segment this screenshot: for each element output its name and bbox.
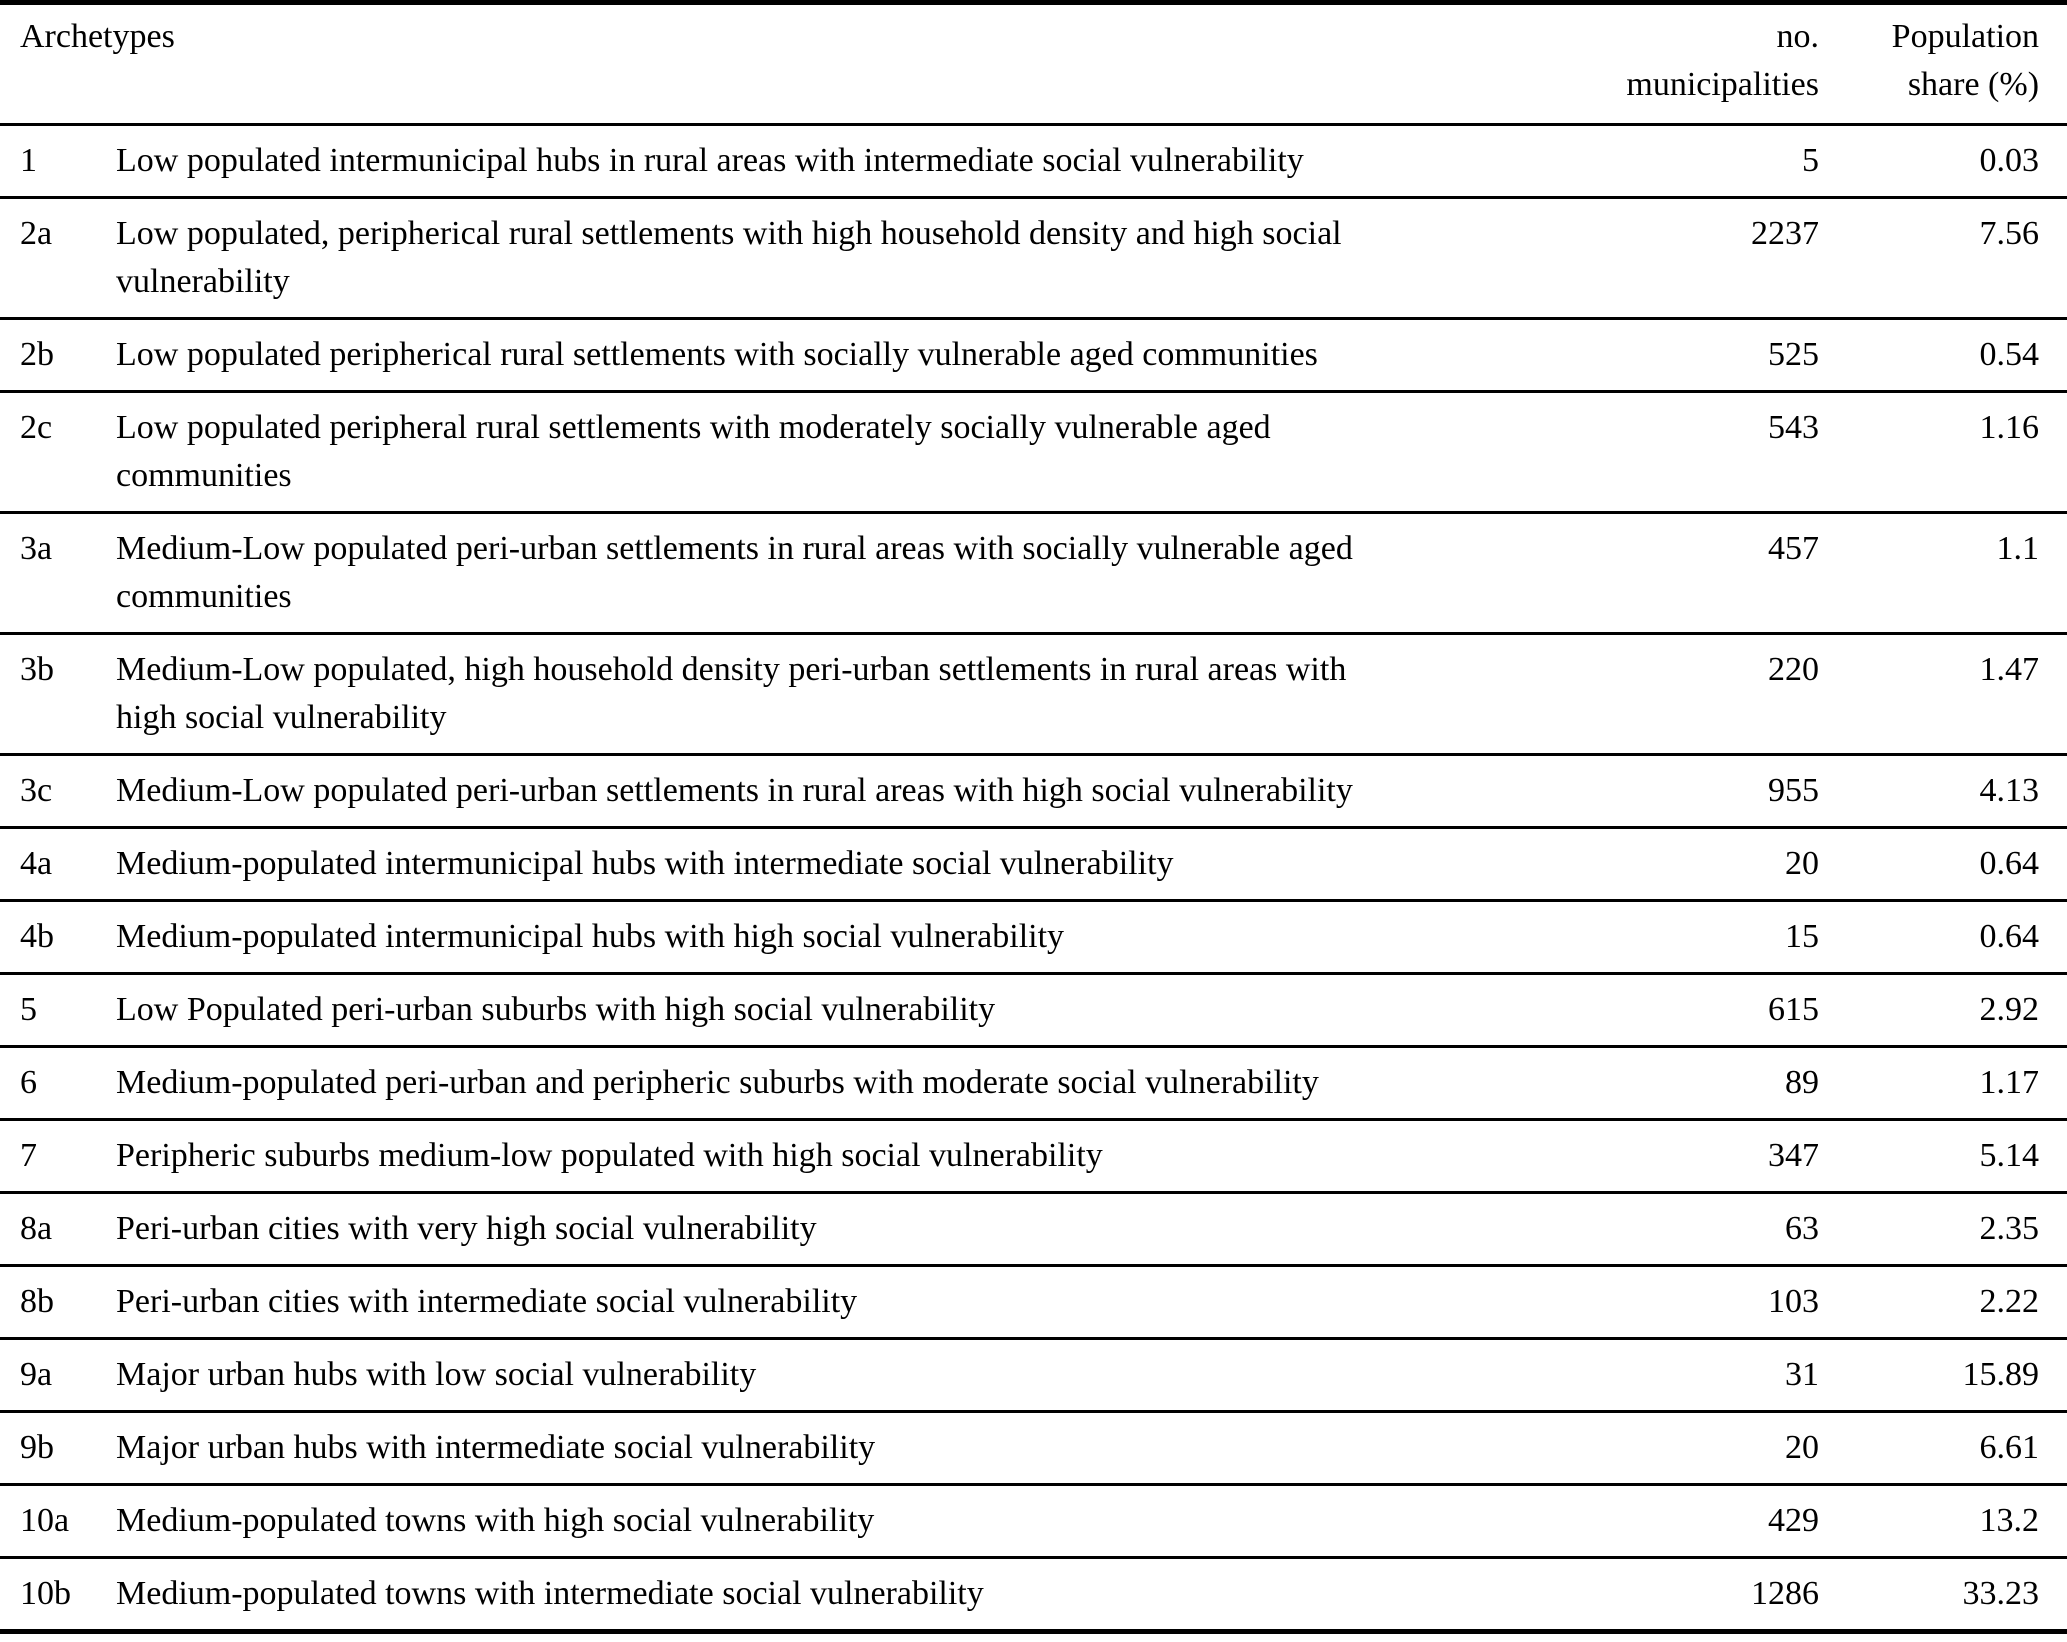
municipalities-count-cell: 89: [1560, 1047, 1820, 1120]
archetype-description-cell: Major urban hubs with intermediate social vulnerability: [115, 1412, 1560, 1485]
municipalities-count-cell: 15: [1560, 901, 1820, 974]
archetype-description-cell: Medium-populated towns with intermediate social vulnerability: [115, 1558, 1560, 1632]
municipalities-count-cell: 220: [1560, 634, 1820, 755]
archetype-description-cell: Medium-Low populated, high household density peri-urban settlements in rural areas with high social vulnerability: [115, 634, 1560, 755]
table-row: [0, 755, 2067, 828]
table-row: [0, 125, 2067, 198]
population-share-cell: 6.61: [1820, 1412, 2067, 1485]
archetype-description-cell: Low populated peripherical rural settlements with socially vulnerable aged communities: [115, 319, 1560, 392]
municipalities-count-cell: 20: [1560, 1412, 1820, 1485]
population-share-cell: 1.1: [1820, 513, 2067, 634]
header-row: [0, 3, 2067, 125]
municipalities-count-cell: 543: [1560, 392, 1820, 513]
table-row: [0, 319, 2067, 392]
municipalities-count-cell: 525: [1560, 319, 1820, 392]
table-row: [0, 828, 2067, 901]
table-row: [0, 1047, 2067, 1120]
population-share-cell: 2.92: [1820, 974, 2067, 1047]
header-population-share: [1820, 3, 2067, 125]
table-header: [0, 3, 2067, 125]
archetype-id-cell: 3a: [0, 513, 115, 634]
header-population-share-line2: share (%): [1907, 66, 2040, 103]
archetype-description-cell: Medium-populated towns with high social vulnerability: [115, 1485, 1560, 1558]
population-share-cell: 2.22: [1820, 1266, 2067, 1339]
archetype-description-cell: Low populated peripheral rural settlements with moderately socially vulnerable aged communities: [115, 392, 1560, 513]
table-row: [0, 392, 2067, 513]
table-row: [0, 1193, 2067, 1266]
archetype-description-cell: Medium-populated intermunicipal hubs with high social vulnerability: [115, 901, 1560, 974]
header-municipalities-line2: municipalities: [1626, 66, 1820, 103]
table-row: [0, 1558, 2067, 1632]
population-share-cell: 15.89: [1820, 1339, 2067, 1412]
table-body: [0, 125, 2067, 1632]
archetype-id-cell: 10b: [0, 1558, 115, 1632]
municipalities-count-cell: 31: [1560, 1339, 1820, 1412]
archetype-id-cell: 2b: [0, 319, 115, 392]
archetype-id-cell: 8b: [0, 1266, 115, 1339]
population-share-cell: 4.13: [1820, 755, 2067, 828]
population-share-cell: 1.16: [1820, 392, 2067, 513]
table-row: [0, 1120, 2067, 1193]
municipalities-count-cell: 1286: [1560, 1558, 1820, 1632]
population-share-cell: 2.35: [1820, 1193, 2067, 1266]
archetype-description-cell: Low populated, peripherical rural settlements with high household density and high social vulnerability: [115, 198, 1560, 319]
municipalities-count-cell: 457: [1560, 513, 1820, 634]
table-row: [0, 1485, 2067, 1558]
municipalities-count-cell: 20: [1560, 828, 1820, 901]
archetype-description-cell: Major urban hubs with low social vulnerability: [115, 1339, 1560, 1412]
municipalities-count-cell: 347: [1560, 1120, 1820, 1193]
archetype-id-cell: 3b: [0, 634, 115, 755]
header-municipalities-line1: no.: [1776, 18, 1820, 55]
table-row: [0, 198, 2067, 319]
table-row: [0, 513, 2067, 634]
population-share-cell: 0.54: [1820, 319, 2067, 392]
archetype-id-cell: 8a: [0, 1193, 115, 1266]
archetype-id-cell: 6: [0, 1047, 115, 1120]
municipalities-count-cell: 63: [1560, 1193, 1820, 1266]
population-share-cell: 1.47: [1820, 634, 2067, 755]
header-archetypes: Archetypes: [0, 3, 1560, 125]
archetype-description-cell: Medium-populated peri-urban and peripheric suburbs with moderate social vulnerability: [115, 1047, 1560, 1120]
municipalities-count-cell: 2237: [1560, 198, 1820, 319]
archetype-id-cell: 10a: [0, 1485, 115, 1558]
archetype-id-cell: 4a: [0, 828, 115, 901]
archetype-description-cell: Peri-urban cities with intermediate social vulnerability: [115, 1266, 1560, 1339]
archetype-description-cell: Peripheric suburbs medium-low populated with high social vulnerability: [115, 1120, 1560, 1193]
municipalities-count-cell: 5: [1560, 125, 1820, 198]
municipalities-count-cell: 955: [1560, 755, 1820, 828]
municipalities-count-cell: 429: [1560, 1485, 1820, 1558]
archetype-id-cell: 9b: [0, 1412, 115, 1485]
archetype-id-cell: 5: [0, 974, 115, 1047]
archetype-description-cell: Peri-urban cities with very high social vulnerability: [115, 1193, 1560, 1266]
archetype-id-cell: 9a: [0, 1339, 115, 1412]
archetype-description-cell: Low Populated peri-urban suburbs with high social vulnerability: [115, 974, 1560, 1047]
table-row: [0, 1266, 2067, 1339]
archetype-description-cell: Medium-Low populated peri-urban settlements in rural areas with high social vulnerability: [115, 755, 1560, 828]
archetype-description-cell: Medium-Low populated peri-urban settlements in rural areas with socially vulnerable aged communities: [115, 513, 1560, 634]
archetype-description-cell: Low populated intermunicipal hubs in rural areas with intermediate social vulnerability: [115, 125, 1560, 198]
archetype-id-cell: 1: [0, 125, 115, 198]
table-row: [0, 1412, 2067, 1485]
population-share-cell: 13.2: [1820, 1485, 2067, 1558]
archetype-id-cell: 3c: [0, 755, 115, 828]
population-share-cell: 33.23: [1820, 1558, 2067, 1632]
table-row: [0, 974, 2067, 1047]
population-share-cell: 0.64: [1820, 828, 2067, 901]
population-share-cell: 0.03: [1820, 125, 2067, 198]
population-share-cell: 5.14: [1820, 1120, 2067, 1193]
archetype-description-cell: Medium-populated intermunicipal hubs with intermediate social vulnerability: [115, 828, 1560, 901]
municipalities-count-cell: 103: [1560, 1266, 1820, 1339]
archetype-id-cell: 2a: [0, 198, 115, 319]
header-municipalities: [1560, 3, 1820, 125]
population-share-cell: 1.17: [1820, 1047, 2067, 1120]
archetype-id-cell: 4b: [0, 901, 115, 974]
table-row: [0, 901, 2067, 974]
archetype-id-cell: 7: [0, 1120, 115, 1193]
table-row: [0, 634, 2067, 755]
population-share-cell: 7.56: [1820, 198, 2067, 319]
header-population-share-line1: Population: [1891, 18, 2040, 55]
archetype-id-cell: 2c: [0, 392, 115, 513]
population-share-cell: 0.64: [1820, 901, 2067, 974]
table-row: [0, 1339, 2067, 1412]
municipalities-count-cell: 615: [1560, 974, 1820, 1047]
